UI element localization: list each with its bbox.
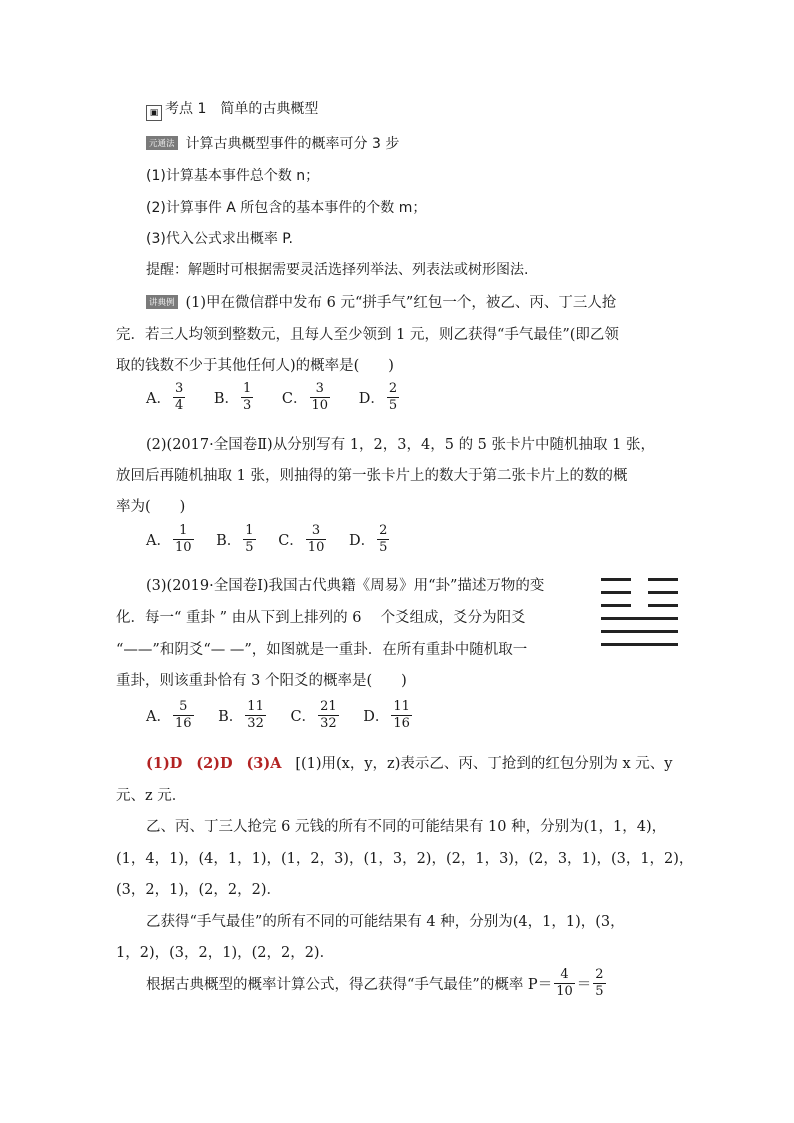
q2-option-c[interactable]: C． $\frac{3}{10}$ [278, 523, 325, 555]
method-step-1: (1)计算基本事件总个数 n； [146, 168, 320, 184]
hexagram-right-yin-1a [648, 578, 678, 581]
method-step-2: (2)计算事件 A 所包含的基本事件的个数 m； [146, 200, 427, 216]
answer-3: (3)A [246, 755, 282, 772]
answer-p1-line-3: (3，2，1)，(2，2，2)． [116, 882, 281, 898]
answer-p2-line-2: 1，2)，(3，2，1)，(2，2，2)． [116, 945, 335, 961]
hexagram-left-yin-1a [601, 578, 631, 581]
hexagram-right-yin-3a [648, 604, 678, 607]
q1-line-3: 取的钱数不少于其他任何人)的概率是( ) [116, 358, 394, 374]
answer-p3: 根据古典概型的概率计算公式，得乙获得“手气最佳”的概率 P＝ $\frac{4}{10}$ ＝ $\frac{2}{5}$ [146, 967, 604, 999]
q3-line-3: “——”和阴爻“— —”，如图就是一重卦．在所有重卦中随机取一 [116, 642, 528, 658]
q1-line-2: 完．若三人均领到整数元，且每人至少领到 1 元，则乙获得“手气最佳”(即乙领 [116, 327, 619, 343]
answer-p1-line-1: 乙、丙、丁三人抢完 6 元钱的所有不同的可能结果有 10 种，分别为(1，1，4)， [146, 819, 667, 835]
answer-line-2: 元、z 元． [116, 788, 187, 804]
section-title: ▣ 考点 1 简单的古典概型 [146, 98, 318, 121]
q1-options [146, 381, 423, 414]
hexagram-yang-6 [601, 643, 678, 646]
method-title: 元通法 计算古典概型事件的概率可分 3 步 [146, 133, 399, 153]
q2-line-1: (2)(2017·全国卷Ⅱ)从分别写有 1，2，3，4，5 的 5 张卡片中随机抽取 1 张， [146, 437, 655, 453]
hexagram-right-yin-2a [648, 591, 678, 594]
answer-p2-line-1: 乙获得“手气最佳”的所有不同的可能结果有 4 种，分别为(4，1，1)，(3， [146, 914, 625, 930]
q3-option-d[interactable]: D． $\frac{11}{16}$ [363, 699, 410, 731]
q3-line-1: (3)(2019·全国卷Ⅰ)我国古代典籍《周易》用“卦”描述万物的变 [146, 578, 545, 594]
example-tag: 讲典例 [146, 295, 178, 309]
q3-line-4: 重卦，则该重卦恰有 3 个阳爻的概率是( ) [116, 673, 407, 689]
method-tag: 元通法 [146, 136, 178, 150]
hexagram-left-yin-3a [601, 604, 631, 607]
q3-options [146, 699, 436, 732]
q3-option-b[interactable]: B． $\frac{11}{32}$ [218, 699, 264, 731]
section-icon: ▣ [146, 105, 162, 121]
q2-line-2: 放回后再随机抽取 1 张，则抽得的第一张卡片上的数大于第二张卡片上的数的概 [116, 468, 628, 484]
q2-option-b[interactable]: B． $\frac{1}{5}$ [216, 523, 254, 555]
q2-option-a[interactable]: A． $\frac{1}{10}$ [146, 523, 192, 555]
q2-line-3: 率为( ) [116, 499, 186, 515]
q2-option-d[interactable]: D． $\frac{2}{5}$ [348, 523, 388, 555]
q1-option-c[interactable]: C． $\frac{3}{10}$ [281, 381, 329, 413]
hexagram-yang-5 [601, 630, 678, 633]
q1-line-1: 讲典例 (1)甲在微信群中发布 6 元“拼手气”红包一个，被乙、丙、丁三人抢 [146, 291, 616, 312]
q1-option-d[interactable]: D． $\frac{2}{5}$ [358, 381, 398, 413]
hexagram-left-yin-2a [601, 591, 631, 594]
q3-option-a[interactable]: A． $\frac{5}{16}$ [146, 699, 192, 731]
answer-p1-line-2: (1，4，1)，(4，1，1)，(1，2，3)，(1，3，2)，(2，1，3)，(2，3，1)，(3，1，2)， [116, 851, 694, 867]
method-step-3: (3)代入公式求出概率 P. [146, 231, 293, 247]
q1-option-a[interactable]: A． $\frac{3}{4}$ [146, 381, 184, 413]
method-tip: 提醒：解题时可根据需要灵活选择列举法、列表法或树形图法. [146, 262, 529, 278]
answer-2: (2)D [196, 755, 233, 772]
q1-option-b[interactable]: B． $\frac{1}{3}$ [213, 381, 252, 413]
q2-options [146, 523, 413, 556]
answer-1: (1)D [146, 755, 183, 772]
q3-line-2: 化．每一“ 重卦 ” 由从下到上排列的 6 个爻组成，爻分为阳爻 [116, 610, 526, 626]
answer-line-1: (1)D (2)D (3)A [(1)用(x，y，z)表示乙、丙、丁抢到的红包分别为 x 元、y [146, 755, 673, 772]
hexagram-yang-4 [601, 617, 678, 620]
q3-option-c[interactable]: C． $\frac{21}{32}$ [290, 699, 337, 731]
